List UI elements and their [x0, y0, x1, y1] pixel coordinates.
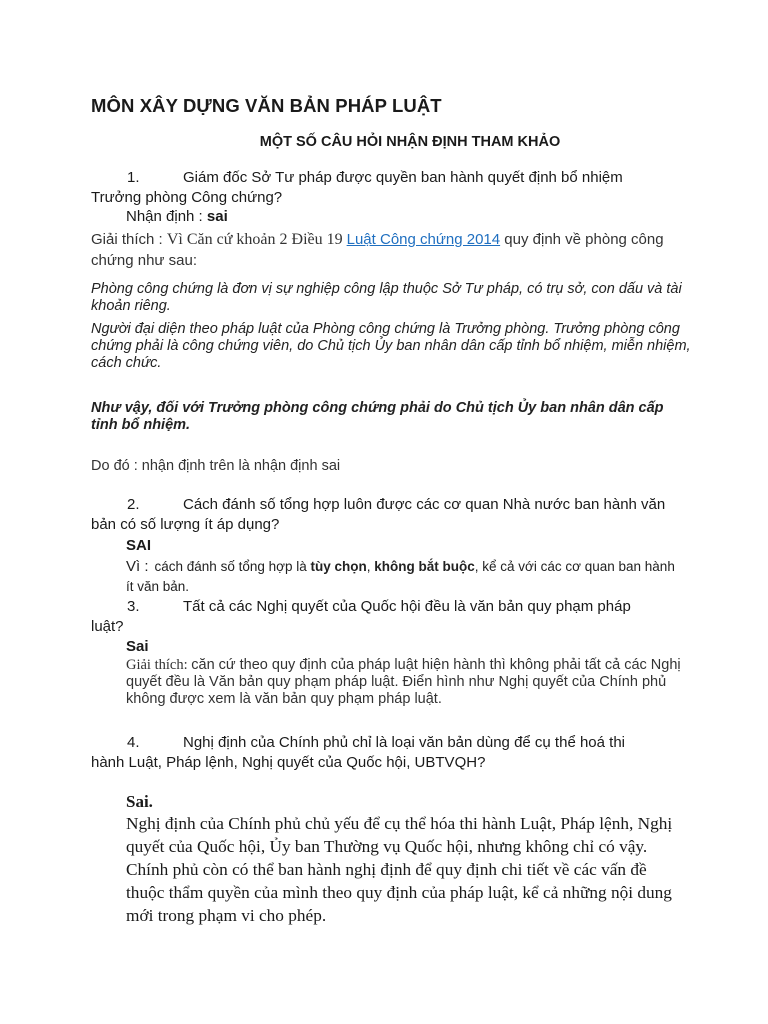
q4-answer: Nghị định của Chính phủ chủ yếu để cụ thể hóa thi hành Luật, Pháp lệnh, Nghị quyết của Quốc hội, Ủy ban Thường vụ Quốc hội, nhưng không chỉ có vậy. Chính phủ còn có thể ban hành nghị định để quy định chi tiết về các vấn đề thuộc thẩm quyền của mình theo quy định của pháp luật, kể cả những nội dung mới trong phạm vi cho phép. — [126, 814, 673, 925]
question-text-cont: Trưởng phòng Công chứng? — [91, 189, 283, 206]
question-text-cont: luật? — [91, 618, 124, 635]
q4-verdict: Sai. — [126, 792, 153, 811]
q1-verdict — [126, 208, 228, 225]
document-title: MÔN XÂY DỰNG VĂN BẢN PHÁP LUẬT — [91, 95, 442, 116]
explain-text-cont: , kể cả với các cơ quan ban hành ít văn bản. — [126, 559, 675, 594]
question-text-cont: bản có số lượng ít áp dụng? — [91, 516, 280, 533]
explain-text: Vì Căn cứ khoản 2 Điều 19 — [166, 231, 347, 248]
q3-explanation — [126, 657, 686, 708]
question-text: Nghị định của Chính phủ chỉ là loại văn bản dùng để cụ thể hoá thi — [183, 734, 625, 751]
explain-label: Giải thích : — [91, 231, 167, 248]
question-number: 1. — [127, 169, 140, 186]
q2-explanation — [126, 557, 686, 597]
law-link[interactable]: Luật Công chứng 2014 — [346, 231, 501, 248]
question-number: 3. — [127, 598, 140, 615]
explain-text: căn cứ theo quy định của pháp luật hiện hành thì không phải tất cả các Nghị quyết đều là Văn bản quy phạm pháp luật. Điển hình như Nghị quyết của Chính phủ không được xem là văn bản quy phạm pháp luật. — [126, 657, 681, 707]
verdict-label: Nhận định : — [126, 208, 207, 225]
q2-verdict: SAI — [126, 537, 152, 554]
q1-conclusion: Do đó : nhận định trên là nhận định sai — [91, 458, 341, 474]
quote-conclusion: Như vậy, đối với Trưởng phòng công chứng phải do Chủ tịch Ủy ban nhân dân cấp tỉnh bổ nhiệm. — [91, 400, 664, 433]
question-number: 2. — [127, 496, 140, 513]
q3-verdict: Sai — [126, 638, 149, 655]
explain-text-cont: quy định về phòng công chứng như sau: — [91, 231, 664, 269]
question-number: 4. — [127, 734, 140, 751]
quote-2: Người đại diện theo pháp luật của Phòng công chứng là Trưởng phòng. Trưởng phòng công chứng phải là công chứng viên, do Chủ tịch Ủy ban nhân dân cấp tỉnh bổ nhiệm, miễn nhiệm, cách chức. — [91, 321, 691, 371]
document-subtitle: MỘT SỐ CÂU HỎI NHẬN ĐỊNH THAM KHẢO — [259, 134, 561, 150]
question-1 — [91, 168, 651, 208]
question-4 — [91, 733, 691, 773]
q1-explanation — [91, 229, 691, 271]
question-text: Giám đốc Sở Tư pháp được quyền ban hành quyết định bổ nhiệm — [183, 169, 623, 186]
explain-bold-1: tùy chọn — [310, 559, 367, 574]
question-text: Cách đánh số tổng hợp luôn được các cơ quan Nhà nước ban hành văn — [183, 496, 666, 513]
explain-text: cách đánh số tổng hợp là — [154, 559, 311, 574]
explain-label: Vì : — [126, 558, 149, 575]
question-text-cont: hành Luật, Pháp lệnh, Nghị quyết của Quốc hội, UBTVQH? — [91, 754, 486, 771]
verdict-value: sai — [206, 208, 228, 225]
question-2 — [91, 495, 691, 535]
question-text: Tất cả các Nghị quyết của Quốc hội đều là văn bản quy phạm pháp — [183, 598, 631, 615]
explain-bold-2: không bắt buộc — [374, 559, 475, 574]
quote-1: Phòng công chứng là đơn vị sự nghiệp công lập thuộc Sở Tư pháp, có trụ sở, con dấu và tài khoản riêng. — [91, 281, 682, 314]
explain-label: Giải thích: — [126, 657, 192, 673]
question-3 — [91, 597, 691, 637]
explain-sep: , — [366, 559, 375, 574]
